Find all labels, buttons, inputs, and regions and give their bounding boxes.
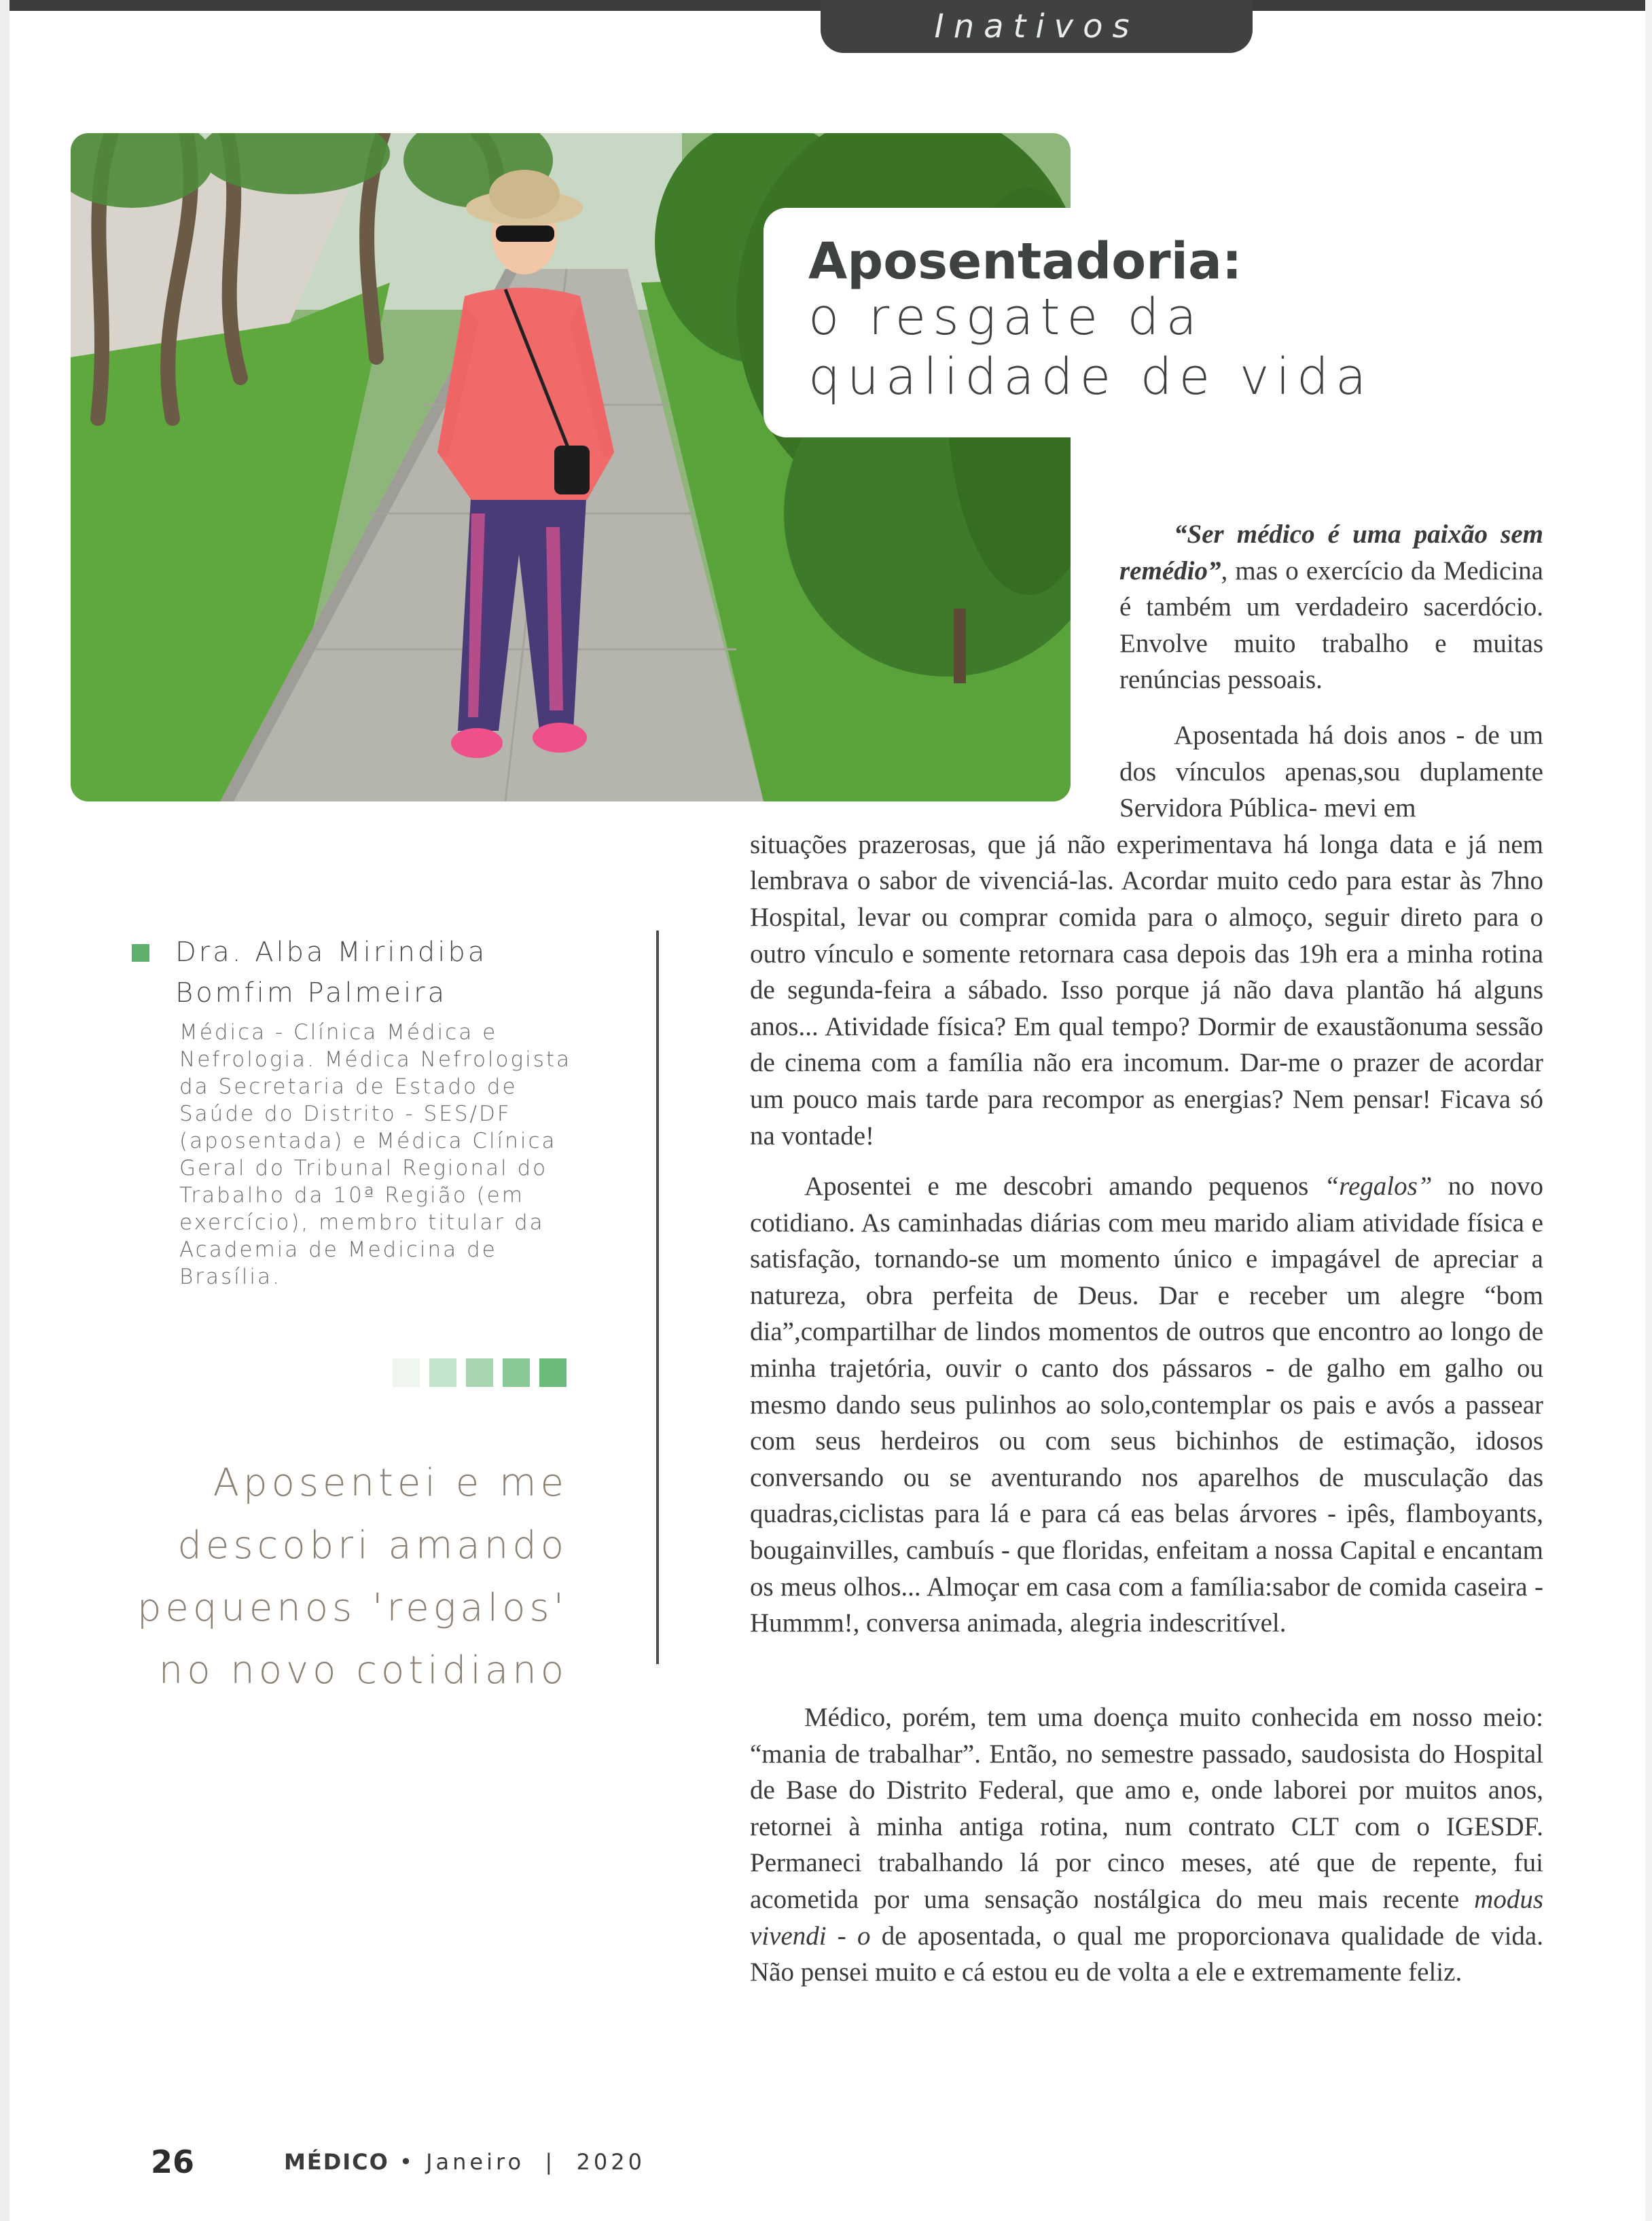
footer-separator: | xyxy=(545,2149,556,2175)
regalos-word: “regalos” xyxy=(1324,1172,1433,1201)
vertical-divider xyxy=(656,931,659,1664)
modus-vivendi: modus vivendi - o xyxy=(750,1884,1543,1951)
footer-bullet: • xyxy=(399,2149,416,2175)
article-subtitle-line-1: o resgate da xyxy=(808,288,1204,346)
section-tab: Inativos xyxy=(821,0,1253,53)
author-name: Dra. Alba Mirindiba Bomfim Palmeira xyxy=(175,937,488,1009)
decor-square xyxy=(429,1358,456,1387)
footer-year: 2020 xyxy=(576,2149,645,2175)
pull-quote: Aposentei e me descobri amando pequenos 'regalos' no novo cotidiano xyxy=(137,1461,568,1693)
title-box xyxy=(764,208,1477,437)
page-edge-right xyxy=(1645,0,1652,2221)
paragraph-1-rest: , mas o exercício da Medicina é também um verdadeiro sacerdócio. Envolve muito trabalho e muitas renúncias pessoais. xyxy=(1119,556,1543,695)
magazine-name: MÉDICO xyxy=(284,2149,389,2175)
footer-month: Janeiro xyxy=(426,2149,525,2175)
author-bullet-square xyxy=(132,944,149,962)
paragraph-1 xyxy=(1119,516,1543,698)
page-number: 26 xyxy=(151,2144,195,2180)
paragraph-3-start: Aposentei e me descobri amando pequenos xyxy=(804,1172,1325,1201)
article-subtitle-line-2: qualidade de vida xyxy=(808,348,1373,406)
paragraph-4-start: Médico, porém, tem uma doença muito conhecida em nosso meio: “mania de trabalhar”. Então, no semestre passado, saudosista do Hospital de Base do Distrito Federal, que amo e, onde laborei por muitos anos, retornei à minha antiga rotina, num contrato CLT com o IGESDF. Permaneci trabalhando lá por cinco meses, até que de repente, fui acometida por uma sensação nostálgica do meu mais recente xyxy=(750,1703,1543,1914)
author-bio: Médica - Clínica Médica e Nefrologia. Médica Nefrologista da Secretaria de Estado de Saúde do Distrito - SES/DF (aposentada) e Médica Clínica Geral do Tribunal Regional do Trabalho da 10ª Região (em exercício), membro titular da Academia de Medicina de Brasília. xyxy=(179,1020,572,1289)
paragraph-4-rest: de aposentada, o qual me proporcionava qualidade de vida. Não pensei muito e cá estou eu de volta a ele e extremamente feliz. xyxy=(750,1921,1543,1987)
paragraph-3 xyxy=(750,1168,1543,1642)
decor-square xyxy=(393,1358,420,1387)
opening-quote: “Ser médico é uma paixão sem remédio” xyxy=(1119,520,1543,585)
paragraph-2-lead: Aposentada há dois anos - de um dos vínculos apenas,sou duplamente Servidora Pública- mevi em xyxy=(1119,721,1543,823)
paragraph-2 xyxy=(750,717,1543,1154)
paragraph-3-rest: no novo cotidiano. As caminhadas diárias com meu marido aliam atividade física e satisfação, tornando-se um momento único e impagável de apreciar a natureza, obra perfeita de Deus. Dar e receber um alegre “bom dia”,compartilhar de lindos momentos de outros que encontro ao longo de minha trajetória, ouvir o canto dos pássaros - de galho em galho ou mesmo dando seus pulinhos ao solo,contemplar os pais e avós a passear com seus herdeiros ou com seus bichinhos de estimação, idosos conversando ou se aventurando nos aparelhos de musculação das quadras,ciclistas para lá e para cá eas belas árvores - ipês, flamboyants, bougainvilles, cambuís - que floridas, enfeitam a nossa Capital e encantam os meus olhos... Almoçar em casa com a família:sabor de comida caseira - Hummm!, conversa animada, alegria indescritível. xyxy=(750,1172,1544,1638)
footer-magazine-info xyxy=(284,2149,645,2175)
paragraph-2-rest: situações prazerosas, que já não experimentava há longa data e já nem lembrava o sabor de vivenciá-las. Acordar muito cedo para estar às 7hno Hospital, levar ou comprar comida para o almoço, seguir direto para o outro vínculo e somente retornara casa depois das 19h era a minha rotina de segunda-feira a sábado. Isso porque já não dava plantão há alguns anos... Atividade física? Em qual tempo? Dormir de exaustãonuma sessão de cinema com a família não era incomum. Dar-me o prazer de acordar um pouco mais tarde para recompor as energias? Nem pensar! Ficava só na vontade! xyxy=(750,829,1543,1151)
decor-square xyxy=(503,1358,530,1387)
paragraph-4 xyxy=(750,1699,1543,1991)
page-edge-left xyxy=(0,0,10,2221)
article-title: Aposentadoria: xyxy=(808,232,1242,291)
decor-square xyxy=(539,1358,567,1387)
decor-square xyxy=(466,1358,493,1387)
